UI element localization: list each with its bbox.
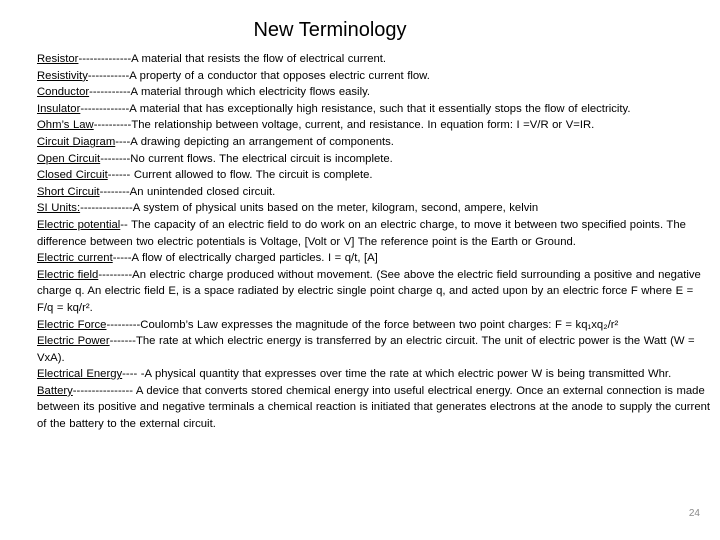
term: Circuit Diagram (37, 135, 116, 148)
definition: -------The rate at which electric energy is transferred by an electric circuit. The unit of electric power is the Watt (W = VxA). (37, 335, 695, 364)
definition: ----------The relationship between voltage, current, and resistance. In equation form: I =V/R or V=IR. (93, 119, 595, 132)
entry-battery (37, 383, 713, 433)
term: Battery (37, 384, 73, 397)
definition: -----------A material through which electricity flows easily. (89, 86, 371, 99)
term: Electric Force (37, 318, 107, 331)
definition: ----A drawing depicting an arrangement of components. (115, 135, 394, 148)
entry-open-circuit (37, 151, 713, 168)
entry-circuit-diagram (37, 134, 713, 151)
term: Closed Circuit (37, 169, 108, 182)
entry-si-units (37, 200, 713, 217)
entry-electric-force (37, 317, 713, 334)
term: Electric potential (37, 218, 121, 231)
entry-ohms-law (37, 117, 713, 134)
definition: ---------Coulomb’s Law expresses the magnitude of the force between two point charges: F = kq₁xq₂/r² (106, 318, 619, 331)
entry-electric-potential (37, 217, 713, 250)
term: Electric Power (37, 335, 110, 348)
definition: --------No current flows. The electrical circuit is incomplete. (100, 152, 393, 165)
term: Electrical Energy (37, 368, 123, 381)
entry-resistor (37, 51, 713, 68)
term: Resistor (37, 53, 79, 65)
entry-electrical-energy (37, 366, 713, 383)
term: Resistivity (37, 69, 88, 82)
term: Short Circuit (37, 185, 100, 198)
term: Conductor (37, 86, 90, 99)
entry-short-circuit (37, 184, 713, 201)
terminology-list (37, 51, 713, 433)
definition: ---------An electric charge produced without movement. (See above the electric field surrounding a positive and negative charge q. An electric field E, is a space radiated by electric single point charge q, and acted upon by an electric force F where E = F/q = kq/r². (37, 268, 701, 314)
entry-closed-circuit (37, 167, 713, 184)
term: Insulator (37, 102, 81, 115)
entry-resistivity (37, 68, 713, 85)
entry-electric-field (37, 267, 713, 317)
definition: ------ Current allowed to flow. The circuit is complete. (107, 169, 373, 182)
definition: -----A flow of electrically charged particles. I = q/t, [A] (112, 252, 378, 265)
definition: -------------A material that has exceptionally high resistance, such that it essentially stops the flow of electricity. (80, 102, 631, 115)
definition: -- The capacity of an electric field to do work on an electric charge, to move it between two specified points. The difference between two electric potentials is Voltage, [Volt or V] The reference point is the Earth or Ground. (37, 218, 686, 248)
term: Electric field (37, 268, 99, 281)
term: Open Circuit (37, 152, 101, 165)
definition: ---- -A physical quantity that expresses over time the rate at which electric power W is being transmitted Whr. (122, 368, 672, 381)
entry-conductor (37, 84, 713, 101)
entry-electric-power (37, 333, 713, 366)
entry-electric-current (37, 250, 713, 267)
page-number: 24 (688, 508, 700, 519)
definition: --------An unintended closed circuit. (99, 185, 276, 198)
definition: --------------A material that resists the flow of electrical current. (78, 53, 387, 65)
definition: -----------A property of a conductor that opposes electric current flow. (87, 69, 430, 82)
term: Electric current (37, 252, 113, 265)
term: Ohm’s Law (37, 119, 94, 132)
definition: --------------A system of physical units based on the meter, kilogram, second, ampere, kelvin (80, 202, 539, 215)
entry-insulator (37, 101, 713, 118)
slide-title: New Terminology (253, 19, 407, 41)
term: SI Units: (37, 202, 81, 215)
definition: ---------------- A device that converts stored chemical energy into useful electrical energy. Once an external connection is made between its positive and negative terminals a chemical reaction is initiated that generates electrons at the anode to supply the current of the battery to the external circuit. (37, 384, 711, 431)
